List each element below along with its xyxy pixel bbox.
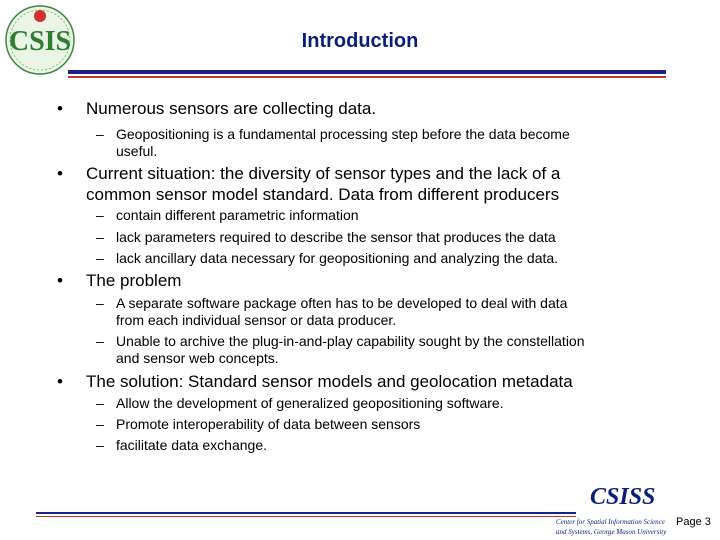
slide-title: Introduction <box>301 30 419 52</box>
dash-marker: – <box>96 250 104 266</box>
bullet-3-sub-1: A separate software package often has to be developed to deal with data <box>116 295 568 311</box>
bullet-2-sub-3: lack ancillary data necessary for geopositioning and analyzing the data. <box>116 250 559 266</box>
bullet-marker: • <box>57 271 63 290</box>
footer-affiliation-line-1: Center for Spatial Information Science <box>556 518 665 526</box>
bullet-2-text-line-1: Current situation: the diversity of sensor types and the lack of a <box>86 164 561 183</box>
dash-marker: – <box>96 395 104 411</box>
bullet-2-sub-1: contain different parametric information <box>116 207 359 223</box>
dash-marker: – <box>96 416 104 432</box>
dash-marker: – <box>96 333 104 349</box>
dash-marker: – <box>96 126 104 142</box>
bullet-2-sub-2: lack parameters required to describe the sensor that produces the data <box>116 229 556 245</box>
footer-affiliation-line-2: and Systems, George Mason University <box>556 528 667 536</box>
bullet-4-sub-2: Promote interoperability of data between sensors <box>116 416 421 432</box>
dash-marker: – <box>96 437 104 453</box>
page-number: Page 3 <box>676 516 711 528</box>
dash-marker: – <box>96 229 104 245</box>
bullet-1-text: Numerous sensors are collecting data. <box>86 99 377 118</box>
dash-marker: – <box>96 207 104 223</box>
bullet-1-sub-1: Geopositioning is a fundamental processing step before the data become <box>116 126 570 142</box>
bullet-3-sub-2: Unable to archive the plug-in-and-play capability sought by the constellation <box>116 333 585 349</box>
bullet-3-sub-1-cont: from each individual sensor or data producer. <box>116 312 397 328</box>
bullet-1-sub-1-cont: useful. <box>116 143 158 159</box>
bullet-marker: • <box>57 372 63 391</box>
bullet-4-text: The solution: Standard sensor models and geolocation metadata <box>86 372 573 391</box>
bullet-3-sub-2-cont: and sensor web concepts. <box>116 350 279 366</box>
bullet-marker: • <box>57 99 63 118</box>
bullet-4-sub-1: Allow the development of generalized geopositioning software. <box>116 395 504 411</box>
logo-text: CSIS <box>8 26 72 57</box>
bullet-4-sub-3: facilitate data exchange. <box>116 437 267 453</box>
footer-brand: CSISS <box>590 484 656 510</box>
dash-marker: – <box>96 295 104 311</box>
footer-rule-blue <box>36 512 576 514</box>
bullet-marker: • <box>57 164 63 183</box>
bullet-2-text-line-2: common sensor model standard. Data from different producers <box>86 185 560 204</box>
footer-rule-red <box>36 516 576 517</box>
bullet-3-text: The problem <box>86 271 182 290</box>
